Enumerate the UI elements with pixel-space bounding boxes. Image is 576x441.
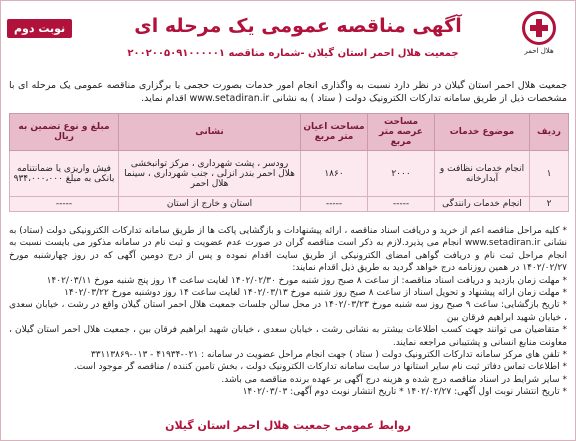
condition-item: * متقاضیان می توانند جهت کسب اطلاعات بیشتر به نشانی رشت ، خیابان سعدی ، خیابان شهید ابراهیم فرقان بین ، جمعیت هلال احمر استان گیلان ، معاونت منابع انسانی و پشتیبانی مراجعه نمایند.	[9, 325, 567, 348]
intro-paragraph: جمعیت هلال احمر استان گیلان در نظر دارد نسبت به واگذاری انجام امور خدمات بصورت حجمی با برگزاری مناقصه عمومی یک مرحله ای با مشخصات ذیل از طریق سامانه تدارکات الکترونیک دولت ( ستاد ) به نشانی www.setadiran.ir اقدام نماید.	[9, 80, 567, 104]
public-relations-signature: روابط عمومی جمعیت هلال احمر استان گیلان	[165, 419, 411, 432]
cell-row-number: ۲	[530, 197, 569, 212]
cell-guarantee: فیش واریزی یا ضمانتنامه بانکی به مبلغ ۹۳۴،۰۰۰،۰۰۰	[10, 151, 119, 197]
col-address: نشانی	[119, 114, 301, 151]
cell-guarantee: -----	[10, 197, 119, 212]
col-service-subject: موضوع خدمات	[435, 114, 530, 151]
col-row-number: ردیف	[530, 114, 569, 151]
services-table	[9, 113, 569, 212]
red-crescent-icon	[522, 11, 556, 45]
col-building-area: مساحت اعیان متر مربع	[301, 114, 368, 151]
condition-item: * مهلت زمان ارائه پیشنهاد و تحویل اسناد از ساعت ۸ صبح روز شنبه مورخ ۱۴۰۲/۰۳/۱۳ لغایت ساعت ۱۴ روز دوشنبه مورخ ۱۴۰۲/۰۳/۲۲	[64, 288, 567, 299]
second-round-badge: نوبت دوم	[7, 19, 72, 38]
condition-item: * سایر شرایط در اسناد مناقصه درج شده و هزینه درج آگهی بر عهده برنده مناقصه می باشد.	[221, 374, 567, 385]
cell-row-number: ۱	[530, 151, 569, 197]
logo-text: هلال احمر	[524, 47, 554, 55]
condition-item: * کلیه مراحل مناقصه اعم از خرید و دریافت اسناد مناقصه ، ارائه پیشنهادات و بازگشایی پاکت ها از طریق سامانه تدارکات الکترونیکی دولت (ستاد) به نشانی www.setadiran.ir انجام می پذیرد.لازم به ذکر است مناقصه گران در صورت عدم عضویت و ثبت نام در سامانه مذکور می بایست نسبت به انجام مراحل ثبت نام و دریافت گواهی امضای الکترونیکی از طریق سایت اقدام نموده و پس از درج دومین آگهی که در روز چهارشنبه مورخ ۱۴۰۲/۰۲/۲۷ در همین روزنامه درج خواهد گردید به طریق ذیل اقدام نمایند:	[9, 226, 567, 274]
cell-land-area: -----	[368, 197, 435, 212]
condition-item: * تاریخ انتشار نوبت اول آگهی: ۱۴۰۲/۰۲/۲۷ * تاریخ انتشار نوبت دوم آگهی: ۱۴۰۲/۰۳/۰۳	[242, 387, 567, 398]
cell-land-area: ۲۰۰۰	[368, 151, 435, 197]
col-land-area: مساحت عرصه متر مربع	[368, 114, 435, 151]
condition-item: * تاریخ بازگشایی: ساعت ۹ صبح روز سه شنبه مورخ ۱۴۰۲/۰۳/۲۳ در محل سالن جلسات جمعیت هلال احمر استان گیلان واقع در رشت ، خیابان سعدی ، خیابان شهید ابراهیم فرقان بین	[9, 300, 567, 323]
cell-address: استان و خارج از استان	[119, 197, 301, 212]
table-row	[10, 197, 569, 212]
cell-address: رودسر ، پشت شهرداری ، مرکز توانبخشی هلال احمر بندر انزلی ، جنب شهرداری ، سینما هلال احمر	[119, 151, 301, 197]
cell-service-subject: انجام خدمات نظافت و آبدارخانه	[435, 151, 530, 197]
tender-number: جمعیت هلال احمر استان گیلان -شماره مناقصه ۲۰۰۲۰۰۵۰۹۱۰۰۰۰۰۱	[127, 48, 459, 59]
conditions-list	[9, 225, 567, 399]
col-guarantee: مبلغ و نوع تضمین به ریال	[10, 114, 119, 151]
table-header-row	[10, 114, 569, 151]
ad-title: آگهی مناقصه عمومی یک مرحله ای	[134, 15, 462, 37]
cell-building-area: ۱۸۶۰	[301, 151, 368, 197]
table-row	[10, 151, 569, 197]
red-crescent-logo	[515, 11, 563, 55]
cell-service-subject: انجام خدمات رانندگی	[435, 197, 530, 212]
cell-building-area: -----	[301, 197, 368, 212]
condition-item: * تلفن های مرکز سامانه تدارکات الکترونیک دولت ( ستاد ) جهت انجام مراحل عضویت در سامانه : ۰۲۱-۴۱۹۳۴ - ۰۱۳-۳۳۱۱۳۸۶۹	[90, 350, 567, 361]
condition-item: * مهلت زمان بازدید و دریافت اسناد مناقصه: از ساعت ۸ صبح روز شنبه مورخ ۱۴۰۲/۰۲/۳۰ لغایت ساعت ۱۴ روز پنج شنبه مورخ ۱۴۰۲/۰۳/۱۱	[46, 275, 567, 286]
condition-item: * اطلاعات تماس دفاتر ثبت نام سایر استانها در سایت سامانه تدارکات الکترونیک دولت ، بخش تامین کننده / مناقصه گر موجود است.	[73, 362, 567, 373]
